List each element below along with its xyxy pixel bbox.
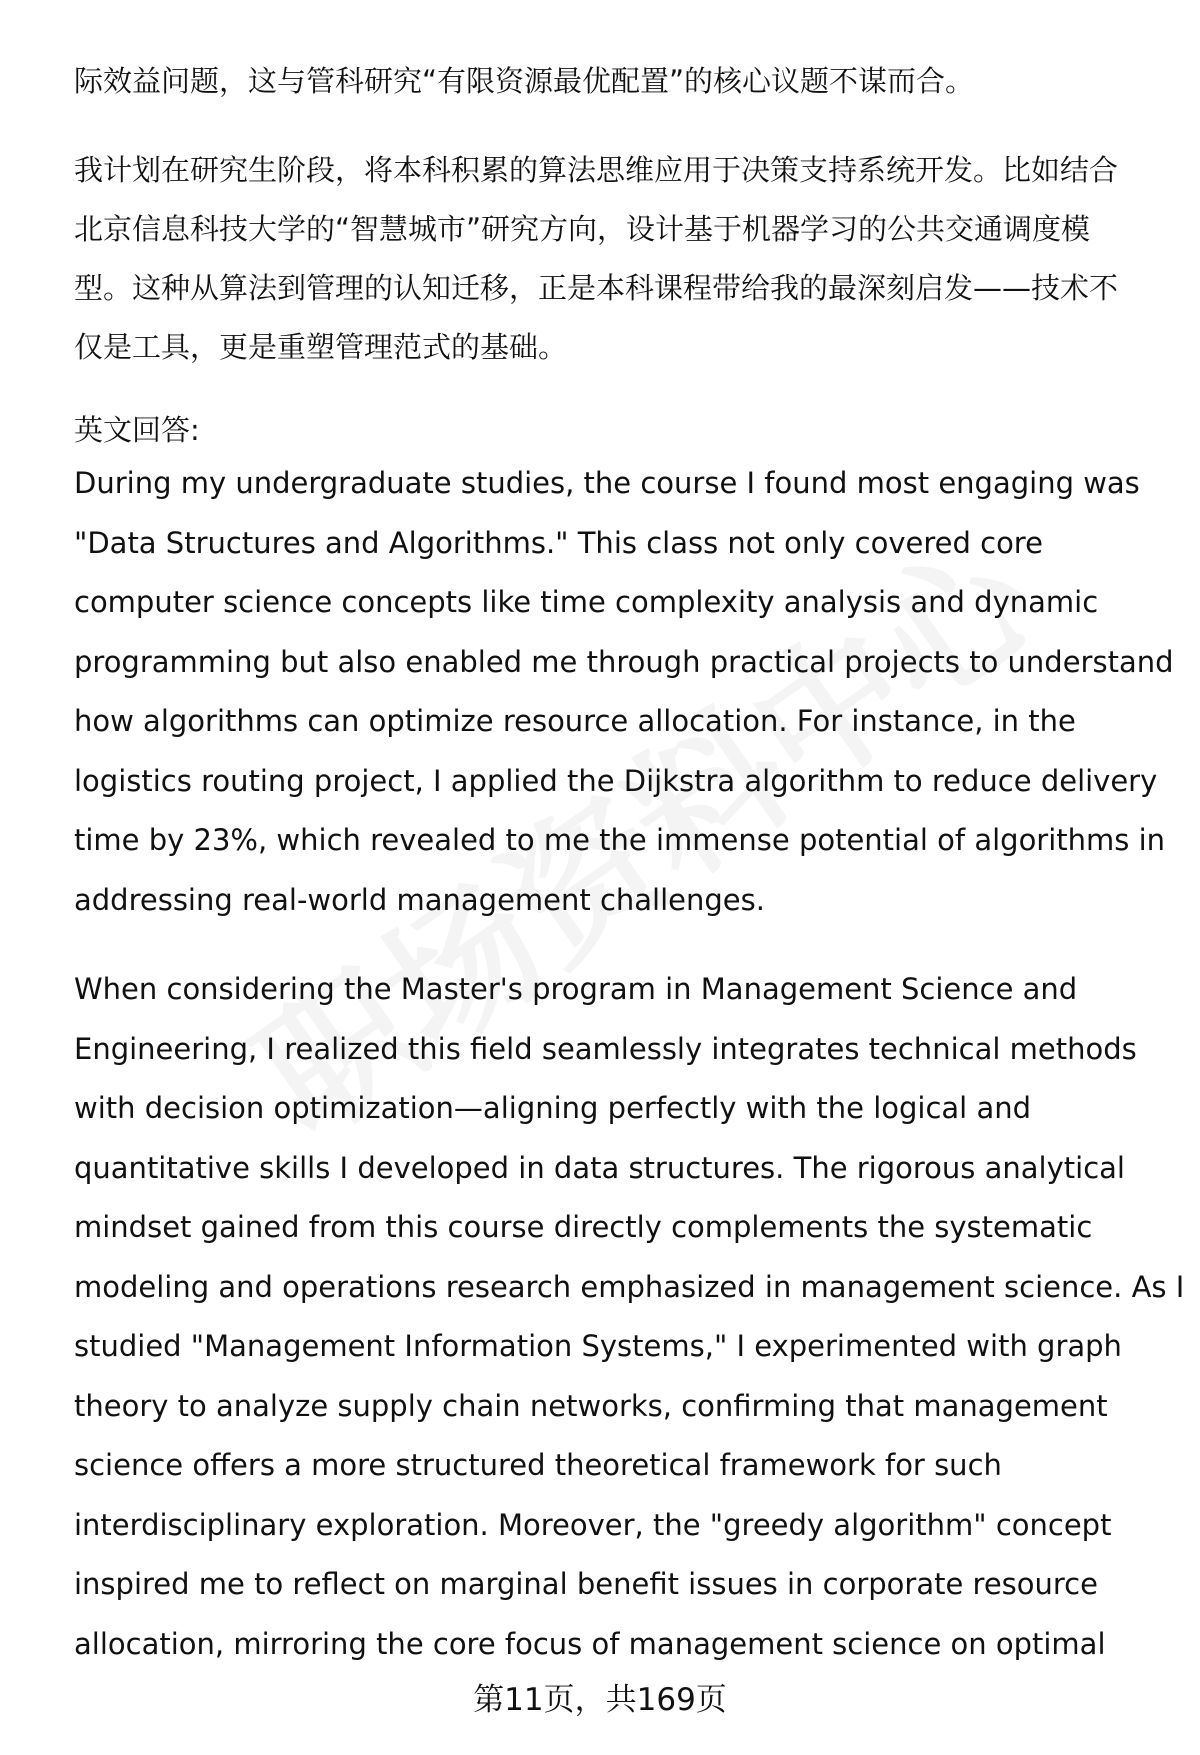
text-line: 际效益问题，这与管科研究“有限资源最优配置”的核心议题不谋而合。 bbox=[74, 64, 975, 98]
text-line: quantitative skills I developed in data structures. The rigorous analytical bbox=[74, 1150, 1125, 1185]
text-line: science offers a more structured theoretical framework for such bbox=[74, 1448, 1002, 1482]
english-answer-label: 英文回答: bbox=[74, 413, 200, 447]
text-line: interdisciplinary exploration. Moreover, the "greedy algorithm" concept bbox=[74, 1507, 1112, 1542]
en-paragraph-1 bbox=[74, 454, 1174, 930]
text-line: time by 23%, which revealed to me the immense potential of algorithms in bbox=[74, 823, 1166, 857]
text-line: with decision optimization—aligning perfectly with the logical and bbox=[74, 1091, 1032, 1125]
text-line: allocation, mirroring the core focus of management science on optimal bbox=[74, 1626, 1106, 1661]
text-line: 型。这种从算法到管理的认知迁移，正是本科课程带给我的最深刻启发——技术不 bbox=[74, 271, 1119, 305]
text-line: 仅是工具，更是重塑管理范式的基础。 bbox=[74, 330, 568, 364]
text-line: addressing real-world management challenges. bbox=[74, 882, 765, 917]
text-line: 北京信息科技大学的“智慧城市”研究方向，设计基于机器学习的公共交通调度模 bbox=[74, 212, 1091, 246]
text-line: 我计划在研究生阶段，将本科积累的算法思维应用于决策支持系统开发。比如结合 bbox=[74, 153, 1119, 187]
text-line: logistics routing project, I applied the Dijkstra algorithm to reduce delivery bbox=[74, 763, 1158, 798]
text-line: studied "Management Information Systems," I experimented with graph bbox=[74, 1329, 1122, 1363]
text-line: "Data Structures and Algorithms." This class not only covered core bbox=[74, 525, 1043, 560]
zh-paragraph-2 bbox=[74, 141, 1164, 377]
en-paragraph-2 bbox=[74, 960, 1185, 1674]
text-line: mindset gained from this course directly complements the systematic bbox=[74, 1210, 1093, 1244]
text-line: programming but also enabled me through practical projects to understand bbox=[74, 644, 1174, 679]
text-line: When considering the Master's program in Management Science and bbox=[74, 972, 1078, 1006]
page-content bbox=[74, 52, 1185, 1674]
text-line: During my undergraduate studies, the course I found most engaging was bbox=[74, 466, 1140, 500]
text-line: Engineering, I realized this field seamlessly integrates technical methods bbox=[74, 1031, 1137, 1066]
text-line: theory to analyze supply chain networks, confirming that management bbox=[74, 1388, 1108, 1423]
page-number: 第11页，共169页 bbox=[473, 1682, 727, 1718]
zh-paragraph-1 bbox=[74, 52, 1164, 111]
text-line: modeling and operations research emphasized in management science. As I bbox=[74, 1269, 1185, 1304]
text-line: computer science concepts like time complexity analysis and dynamic bbox=[74, 585, 1099, 619]
text-line: inspired me to reflect on marginal benefit issues in corporate resource bbox=[74, 1567, 1098, 1601]
text-line: how algorithms can optimize resource allocation. For instance, in the bbox=[74, 704, 1076, 738]
